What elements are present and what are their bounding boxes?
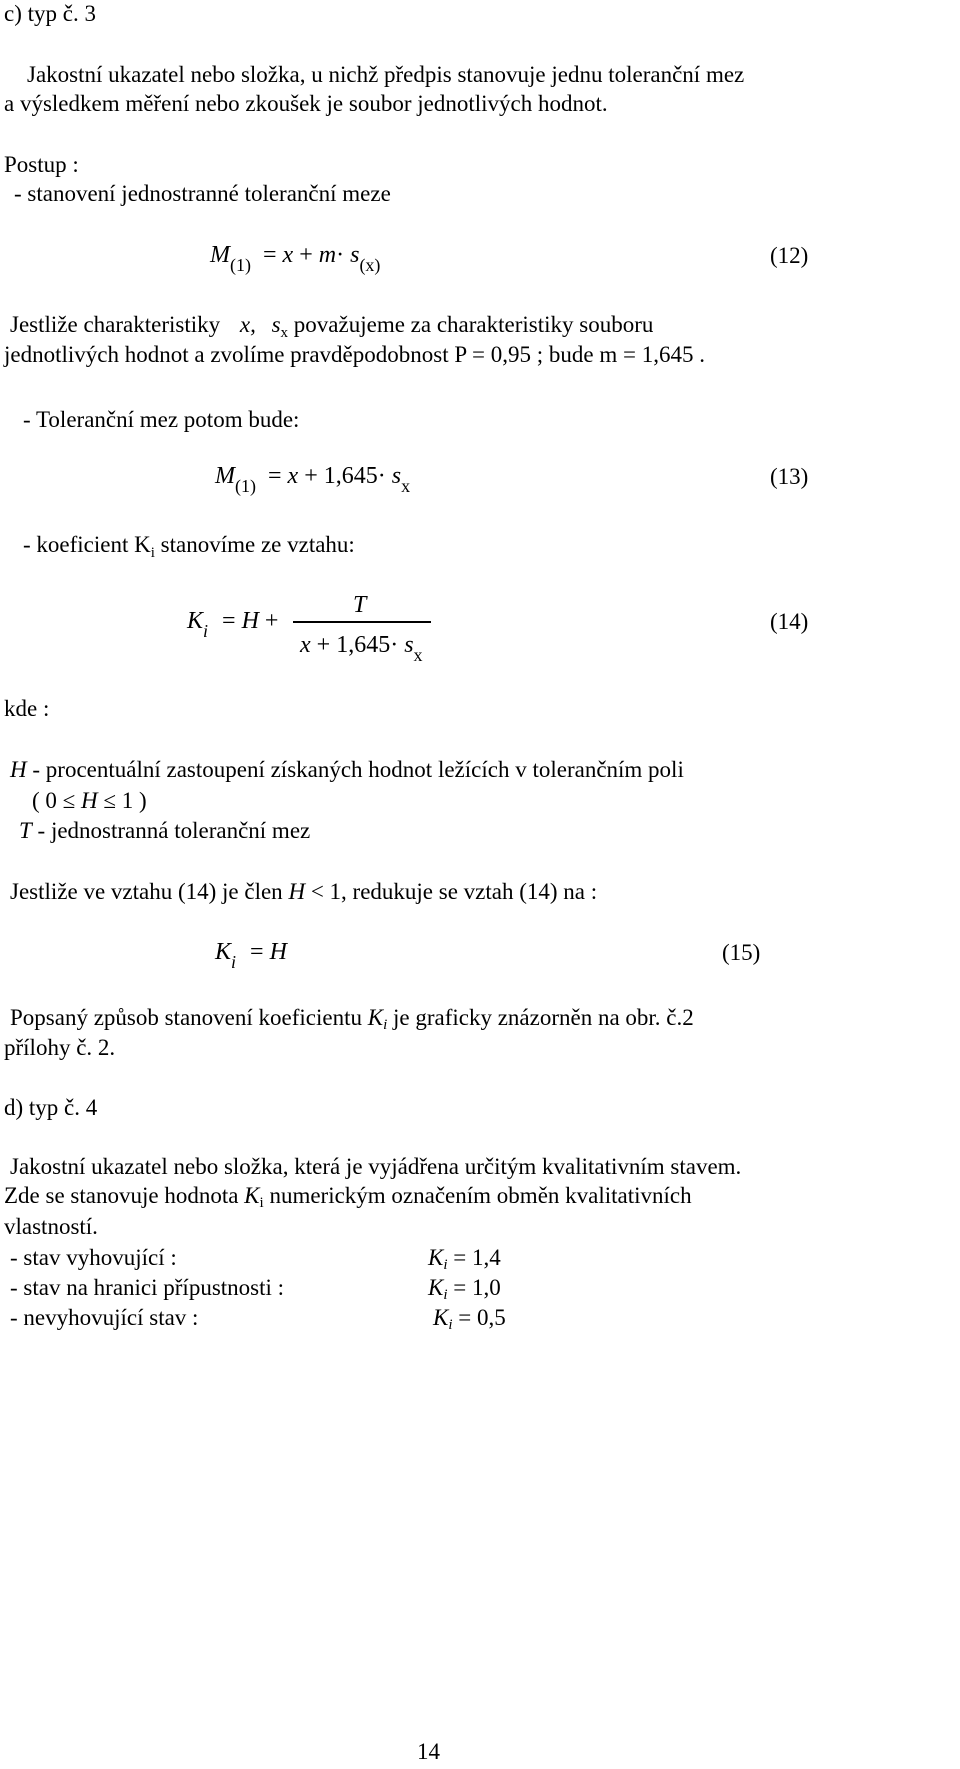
para1-s: s xyxy=(271,312,281,337)
eq12-s: s xyxy=(350,242,360,268)
eq14-denominator xyxy=(300,632,423,665)
step-two-text: - Toleranční mez potom bude: xyxy=(23,407,300,432)
postup-label: Postup : xyxy=(4,152,79,177)
state-k-value: = 0,5 xyxy=(452,1305,506,1330)
eq13-x: x xyxy=(287,463,299,489)
eq14-den-plus: + xyxy=(316,632,331,658)
state-k: K xyxy=(428,1245,444,1270)
eq12-s-sub: (x) xyxy=(359,255,381,275)
eq12-m: m xyxy=(318,242,337,268)
state-value xyxy=(428,1245,501,1273)
paragraph-2 xyxy=(10,880,597,903)
paragraph-1-line2: jednotlivých hodnot a zvolíme pravděpodobnost P = 0,95 ; bude m = 1,645 . xyxy=(4,342,705,367)
section-c-heading: c) typ č. 3 xyxy=(4,1,96,26)
step3-sub: i xyxy=(150,545,155,561)
def-t-symbol: T xyxy=(19,818,32,843)
para3-k: K xyxy=(367,1005,384,1030)
state-k-sub: i xyxy=(443,1287,448,1303)
state-k-sub: i xyxy=(443,1257,448,1273)
eq14-den-dot: · xyxy=(390,632,399,658)
d-desc-k: K xyxy=(244,1183,260,1208)
eq15-lhs-sub: i xyxy=(231,952,237,972)
def-h-symbol: H xyxy=(10,757,27,782)
state-k: K xyxy=(428,1275,444,1300)
step-one-text: - stanovení jednostranné toleranční meze xyxy=(14,181,391,206)
page-number: 14 xyxy=(417,1739,440,1764)
eq14-h: H xyxy=(241,608,259,634)
d-desc-text-a: Zde se stanovuje hodnota xyxy=(4,1183,245,1208)
eq13-s-sub: x xyxy=(401,476,411,496)
para3-text-b: je graficky znázorněn na obr. č.2 xyxy=(387,1005,694,1030)
state-k: K xyxy=(433,1305,449,1330)
para2-text-a: Jestliže ve vztahu (14) je člen xyxy=(10,879,289,904)
eq14-lhs: K xyxy=(187,608,204,634)
step3-text: - koeficient K xyxy=(23,532,151,557)
para2-h: H xyxy=(288,879,306,904)
eq13-lhs-sub: (1) xyxy=(235,476,256,496)
range-le2: ≤ xyxy=(103,788,117,813)
step-three-text xyxy=(23,532,355,561)
eq13-lhs: M xyxy=(215,463,235,489)
equation-12-number: (12) xyxy=(770,243,809,268)
range-close: 1 ) xyxy=(121,788,147,813)
range-le1: ≤ xyxy=(62,788,76,813)
eq13-equals: = xyxy=(268,463,282,489)
state-value xyxy=(428,1275,501,1303)
eq14-numerator: T xyxy=(353,592,367,618)
section-d-heading: d) typ č. 4 xyxy=(4,1095,98,1120)
para1-x: x, xyxy=(239,312,256,337)
eq14-den-x: x xyxy=(300,632,311,658)
eq14-fraction-bar xyxy=(293,621,431,623)
equation-15 xyxy=(215,939,287,972)
equation-14-number: (14) xyxy=(770,609,809,634)
eq12-equals: = xyxy=(263,242,277,268)
state-label: - stav vyhovující : xyxy=(10,1245,177,1270)
kde-label: kde : xyxy=(4,696,50,721)
definition-h-range xyxy=(32,789,147,812)
eq13-dot: · xyxy=(377,463,386,489)
equation-13 xyxy=(215,463,411,496)
state-k-sub: i xyxy=(448,1317,453,1333)
step3-rest: stanovíme ze vztahu: xyxy=(154,532,355,557)
state-k-value: = 1,4 xyxy=(447,1245,501,1270)
definition-h xyxy=(10,758,684,781)
eq14-lhs-sub: i xyxy=(203,621,209,641)
para1-s-sub: x xyxy=(280,325,289,341)
paragraph-1-line1 xyxy=(10,312,654,341)
eq15-equals: = xyxy=(250,939,264,965)
def-t-text: - jednostranná toleranční mez xyxy=(31,818,311,843)
d-desc-k-sub: i xyxy=(259,1195,264,1211)
def-h-text: - procentuální zastoupení získaných hodnot ležících v tolerančním poli xyxy=(26,757,684,782)
state-k-value: = 1,0 xyxy=(447,1275,501,1300)
para1-text-b: považujeme za charakteristiky souboru xyxy=(293,312,654,337)
para1-text-a: Jestliže charakteristiky xyxy=(10,312,221,337)
para2-text-b: < 1, redukuje se vztah (14) na : xyxy=(305,879,598,904)
range-open: ( 0 xyxy=(32,788,57,813)
eq14-den-s-sub: x xyxy=(413,645,423,665)
eq15-lhs: K xyxy=(215,939,232,965)
state-label: - nevyhovující stav : xyxy=(10,1305,199,1330)
eq14-den-coef: 1,645 xyxy=(336,632,391,658)
section-c-desc-line2: a výsledkem měření nebo zkoušek je soubor jednotlivých hodnot. xyxy=(4,91,608,116)
equation-12 xyxy=(210,242,381,275)
section-d-desc-line1: Jakostní ukazatel nebo složka, která je vyjádřena určitým kvalitativním stavem. xyxy=(10,1154,742,1179)
eq12-lhs-sub: (1) xyxy=(230,255,251,275)
eq12-plus: + xyxy=(299,242,313,268)
state-label: - stav na hranici přípustnosti : xyxy=(10,1275,285,1300)
eq13-coef: 1,645 xyxy=(323,463,378,489)
d-desc-text-b: numerickým označením obměn kvalitativních xyxy=(263,1183,692,1208)
eq12-lhs: M xyxy=(210,242,230,268)
eq15-h: H xyxy=(269,939,287,965)
state-value xyxy=(433,1305,506,1333)
eq14-equals: = xyxy=(222,608,236,634)
eq13-plus: + xyxy=(304,463,318,489)
section-d-desc-line2 xyxy=(4,1183,692,1211)
equation-14-lhs xyxy=(187,608,279,641)
equation-13-number: (13) xyxy=(770,464,809,489)
section-d-desc-line3: vlastností. xyxy=(4,1214,98,1239)
paragraph-3-line1 xyxy=(10,1005,694,1033)
eq13-s: s xyxy=(391,463,402,489)
paragraph-3-line2: přílohy č. 2. xyxy=(4,1035,116,1060)
eq12-x: x xyxy=(282,242,294,268)
range-h: H xyxy=(81,788,98,813)
definition-t xyxy=(19,819,310,842)
eq12-dot: · xyxy=(336,242,345,268)
eq14-plus: + xyxy=(264,608,279,634)
para3-k-sub: i xyxy=(383,1017,388,1033)
equation-15-number: (15) xyxy=(722,940,761,965)
para3-text-a: Popsaný způsob stanovení koeficientu xyxy=(10,1005,368,1030)
eq14-den-s: s xyxy=(404,632,414,658)
section-c-desc-line1: Jakostní ukazatel nebo složka, u nichž předpis stanovuje jednu toleranční mez xyxy=(27,62,745,87)
